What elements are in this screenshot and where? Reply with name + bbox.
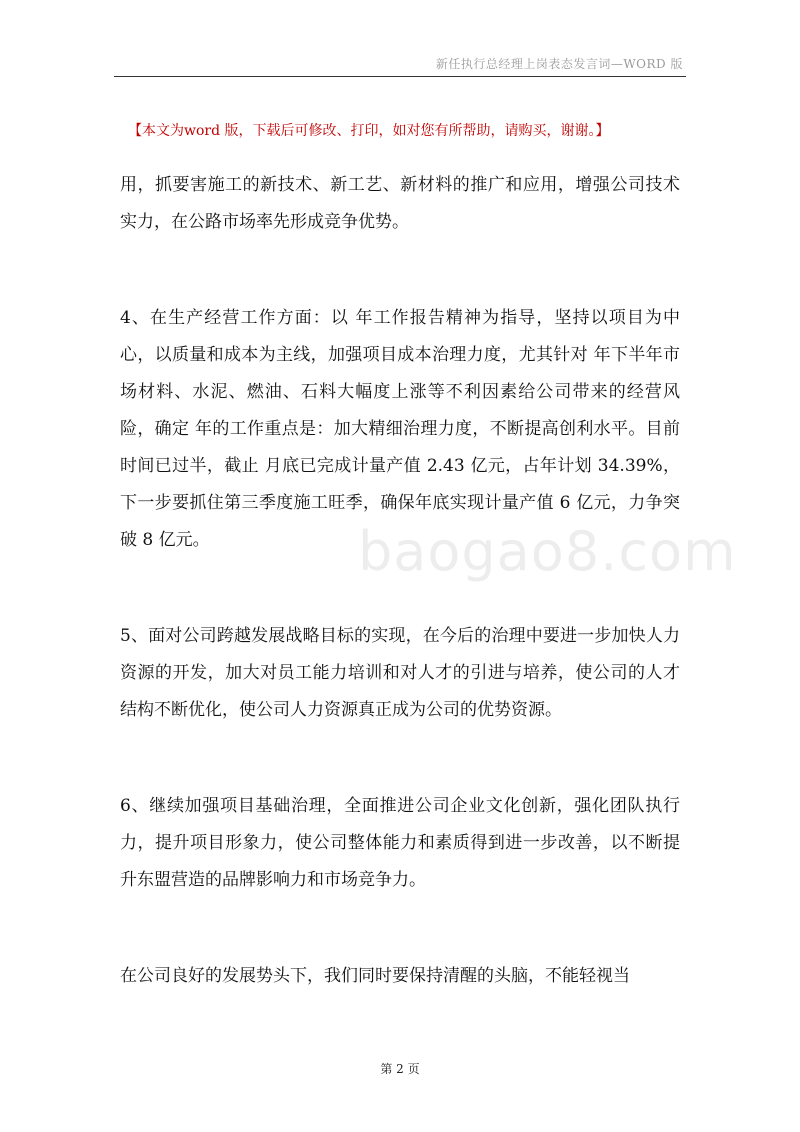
watermark-text: baogao8.com [358, 520, 737, 583]
page-number: 第 2 页 [380, 1062, 420, 1076]
paragraph-item-5: 5、面对公司跨越发展战略目标的实现，在今后的治理中要进一步加快人力资源的开发，加大对员工能力培训和对人才的引进与培养，使公司的人才结构不断优化，使公司人力资源真正成为公司的优势资源。 [120, 626, 680, 720]
paragraph-item-4: 4、在生产经营工作方面：以 年工作报告精神为指导，坚持以项目为中心，以质量和成本为主线，加强项目成本治理力度，尤其针对 年下半年市场材料、水泥、燃油、石料大幅度上涨等不利因素给公司带来的经营风险，确定 年的工作重点是：加大精细治理力度，不断提高创利水平。目前时间已过半，截止 月底已完成计量产值 2.43 亿元，占年计划 34.39%，下一步要抓住第三季度施工旺季，确保年底实现计量产值 6 亿元，力争突破 8 亿元。 [120, 308, 680, 550]
header-divider [114, 76, 686, 77]
paragraph-continuation: 用，抓要害施工的新技术、新工艺、新材料的推广和应用，增强公司技术实力，在公路市场率先形成竞争优势。 [120, 175, 680, 232]
document-header-title: 新任执行总经理上岗表态发言词—WORD 版 [435, 57, 683, 71]
paragraph-item-6: 6、继续加强项目基础治理，全面推进公司企业文化创新，强化团队执行力，提升项目形象力，使公司整体能力和素质得到进一步改善，以不断提升东盟营造的品牌影响力和市场竞争力。 [120, 796, 680, 890]
purchase-notice: 【本文为word 版，下载后可修改、打印，如对您有所帮助，请购买，谢谢。】 [128, 123, 610, 139]
document-body [120, 167, 680, 995]
paragraph-closing: 在公司良好的发展势头下，我们同时要保持清醒的头脑，不能轻视当 [120, 966, 630, 986]
